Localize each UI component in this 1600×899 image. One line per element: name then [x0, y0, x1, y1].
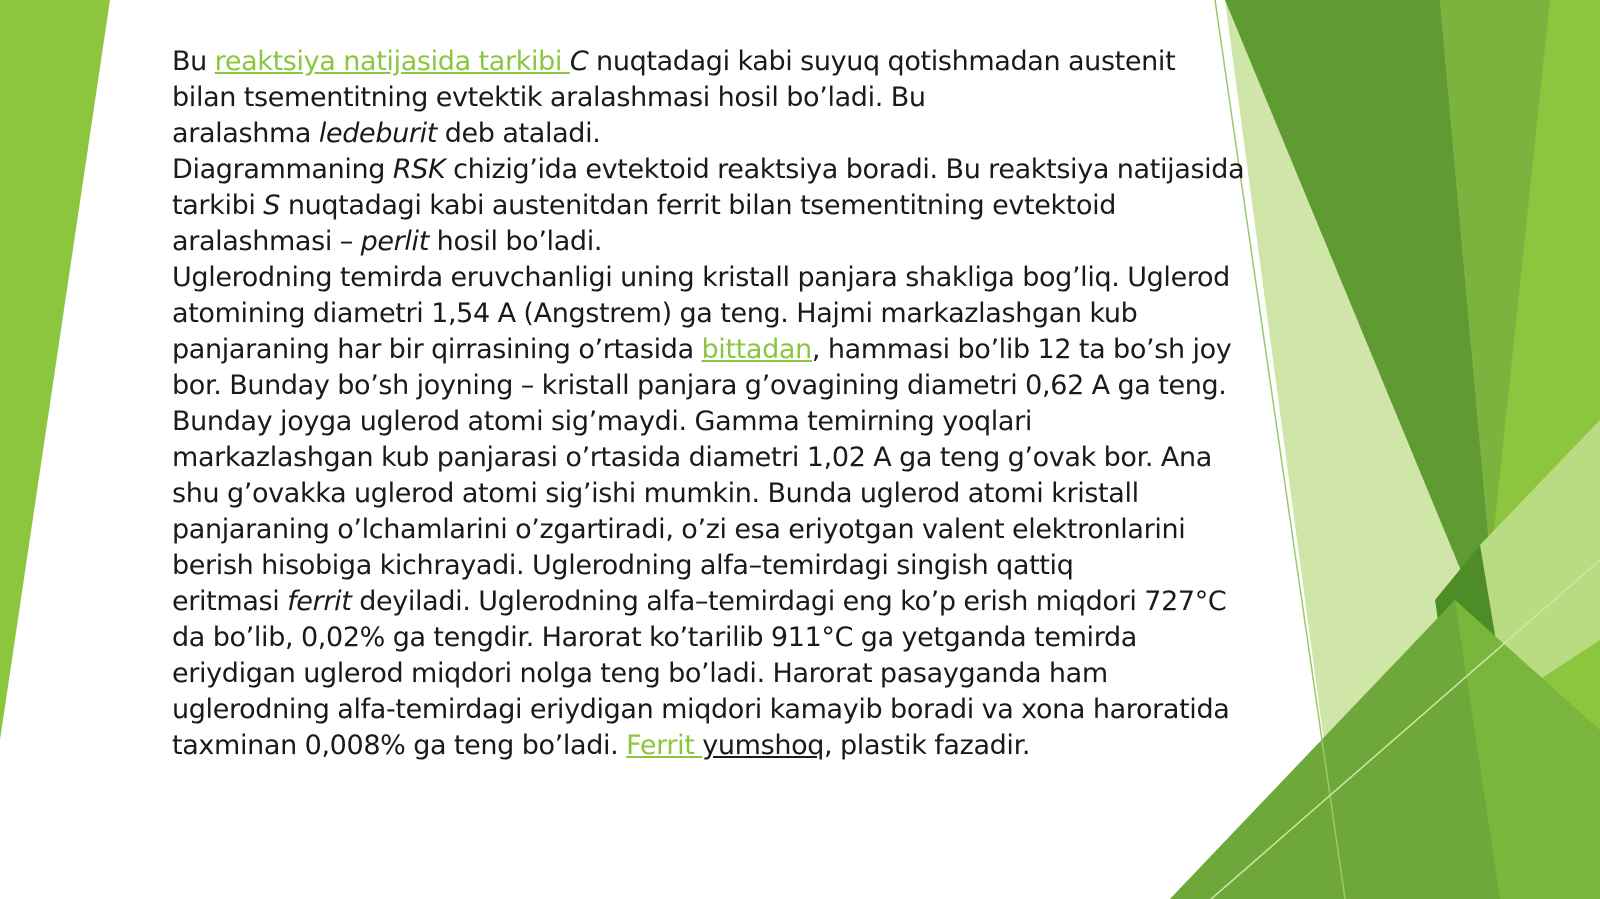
text-line [172, 332, 1322, 368]
text-line [172, 224, 1322, 260]
text-line [172, 404, 1322, 440]
text-run: , hammasi bo’lib 12 ta bo’sh joy [811, 334, 1232, 365]
italic-term: ledeburit [318, 118, 438, 149]
text-run: Bu [172, 46, 215, 77]
text-run: atomining diametri 1,54 A (Angstrem) ga teng. Hajmi markazlashgan kub [172, 298, 1138, 329]
text-line [172, 80, 1322, 116]
text-line [172, 368, 1322, 404]
text-line [172, 584, 1322, 620]
text-run: aralashma [172, 118, 319, 149]
text-run: markazlashgan kub panjarasi o’rtasida diametri 1,02 A ga teng g’ovak bor. Ana [172, 442, 1212, 473]
text-line [172, 116, 1322, 152]
text-line [172, 512, 1322, 548]
text-run: taxminan 0,008% ga teng bo’ladi. [172, 730, 627, 761]
italic-term: RSK [392, 154, 446, 185]
text-line [172, 620, 1322, 656]
text-run: deyiladi. Uglerodning alfa–temirdagi eng ko’p erish miqdori 727°C [351, 586, 1227, 617]
text-line [172, 656, 1322, 692]
text-line [172, 260, 1322, 296]
text-run: shu g’ovakka uglerod atomi sig’ishi mumkin. Bunda uglerod atomi kristall [172, 478, 1139, 509]
text-run: da bo’lib, 0,02% ga tengdir. Harorat ko’tarilib 911°C ga yetganda temirda [172, 622, 1137, 653]
text-run: , plastik fazadir. [824, 730, 1031, 761]
text-line [172, 440, 1322, 476]
text-line [172, 188, 1322, 224]
text-line [172, 692, 1322, 728]
text-line [172, 476, 1322, 512]
text-run: berish hisobiga kichrayadi. Uglerodning alfa–temirdagi singish qattiq [172, 550, 1074, 581]
text-run: Diagrammaning [172, 154, 393, 185]
text-run: panjaraning o’lchamlarini o’zgartiradi, o’zi esa eriyotgan valent elektronlarini [172, 514, 1186, 545]
text-run: eritmasi [172, 586, 288, 617]
text-run: hosil bo’ladi. [428, 226, 603, 257]
italic-term: perlit [360, 226, 429, 257]
text-run: bor. Bunday bo’sh joyning – kristall panjara g’ovagining diametri 0,62 A ga teng. [172, 370, 1227, 401]
left-green-band [0, 0, 110, 740]
text-line [172, 296, 1322, 332]
text-run: deb ataladi. [437, 118, 601, 149]
text-line [172, 44, 1322, 80]
text-run: Uglerodning temirda eruvchanligi uning kristall panjara shakliga bog’liq. Uglerod [172, 262, 1230, 293]
italic-term: ferrit [287, 586, 352, 617]
italic-term: S [263, 190, 281, 221]
text-run: nuqtadagi kabi suyuq qotishmadan austenit [588, 46, 1176, 77]
hyperlink[interactable]: reaktsiya natijasida tarkibi [214, 46, 570, 77]
text-run: nuqtadagi kabi austenitdan ferrit bilan tsementitning evtektoid [280, 190, 1117, 221]
slide-body-text [172, 44, 1322, 764]
text-run: bilan tsementitning evtektik aralashmasi hosil bo’ladi. Bu [172, 82, 926, 113]
hyperlink[interactable]: bittadan [701, 334, 812, 365]
underlined-text: yumshoq [702, 730, 825, 761]
text-run: tarkibi [172, 190, 264, 221]
text-run: chizig’ida evtektoid reaktsiya boradi. Bu reaktsiya natijasida [445, 154, 1245, 185]
text-line [172, 152, 1322, 188]
text-run: uglerodning alfa-temirdagi eriydigan miqdori kamayib boradi va xona haroratida [172, 694, 1230, 725]
text-run: eriydigan uglerod miqdori nolga teng bo’ladi. Harorat pasayganda ham [172, 658, 1108, 689]
hyperlink[interactable]: Ferrit [626, 730, 703, 761]
italic-term: C [569, 46, 589, 77]
text-line [172, 728, 1322, 764]
text-run: panjaraning har bir qirrasining o’rtasida [172, 334, 702, 365]
text-line [172, 548, 1322, 584]
text-run: aralashmasi – [172, 226, 361, 257]
text-run: Bunday joyga uglerod atomi sig’maydi. Gamma temirning yoqlari [172, 406, 1033, 437]
